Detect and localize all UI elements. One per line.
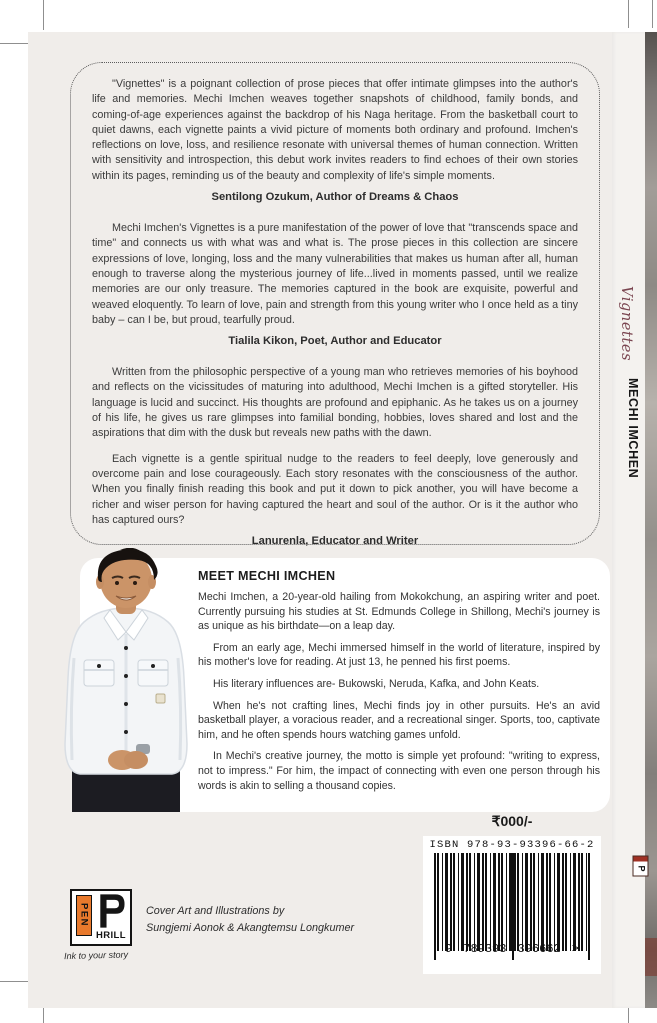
barcode-digit-group: 789393 (463, 942, 507, 956)
cover-art-credits (146, 903, 354, 937)
review-3 (92, 365, 578, 547)
bio-paragraph: In Mechi's creative journey, the motto is simple yet profound: "writing to express, not to impress." For him, the impact of connecting with even one person through his words is akin to selling a thousand copies. (198, 750, 600, 792)
crop-mark (628, 0, 629, 28)
credits-line2: Sungjemi Aonok & Akangtemsu Longkumer (146, 922, 355, 934)
crop-mark (0, 981, 28, 982)
background-texture-patch (645, 938, 657, 976)
publisher-p-icon (93, 893, 127, 929)
price-label: ₹000/- (491, 813, 533, 829)
about-heading: MEET MECHI IMCHEN (198, 569, 336, 583)
reviews-box (70, 62, 600, 548)
review-attribution: Tialila Kikon, Poet, Author and Educator (228, 335, 442, 348)
bio-paragraph: From an early age, Mechi immersed himself in the world of literature, inspired by his mother's love for reading. At just 13, he penned his first poems. (198, 641, 600, 669)
pen-label (76, 895, 92, 936)
publisher-tagline: Ink to your story (63, 949, 129, 962)
isbn-label: ISBN 978-93-93396-66-2 (429, 839, 595, 851)
penthrill-logo (70, 889, 132, 946)
review-1 (92, 77, 578, 203)
review-text: Written from the philosophic perspective of a young man who retrieves memories of his boyhood and reflects on the vicissitudes of maturing into adulthood, Mechi Imchen is a gifted storyteller. His language is lucid and succinct. His thoughts are profound and epiphanic. As he takes us on a journey of his life, he gives us rare glimpses into familial bonding, hobbies, loves shared and lost and the aspirations that dim with the dusk but reveals new paths with the dawn. (92, 366, 578, 440)
crop-mark (652, 0, 653, 28)
barcode-digit-group: 396662 (517, 942, 561, 956)
author-photo (60, 548, 192, 812)
bio-paragraph: When he's not crafting lines, Mechi finds joy in other pursuits. He's an avid basketball player, a voracious reader, and a recreational singer. Sports, too, captivate him, and he often spends hours watching games unfold. (198, 699, 600, 741)
review-text: "Vignettes" is a poignant collection of prose pieces that offer intimate glimpses into the author's life and memories. Mechi Imchen weaves together snapshots of childhood, family bonds, and coming-of-age experiences against the backdrop of his Naga heritage. From the basketball court to quiet dawns, each vignette paints a vivid picture of moments both ordinary and profound. Imchen's reflections on love, loss, and resilience resonate with universal themes of human connection. Written with sensitivity and introspection, this debut work invites readers to find echoes of their own stories within its pages, reminding us of the beauty and complexity of life's simple moments. (92, 78, 578, 182)
review-attribution: Lanurenla, Educator and Writer (251, 535, 419, 548)
review-text: Each vignette is a gentle spiritual nudge to the readers to feel deeply, love generously and overcome pain and lose courageously. Each story resonates with the consciousness of the author. When you finally finish reading this book and put it down to pick another, you will have become a richer and wiser person for having captured the heart and soul of the author. Or is it the author who has captured ours? (92, 452, 578, 526)
bio-paragraph: Mechi Imchen, a 20-year-old hailing from Mokokchung, an aspiring writer and poet. Currently pursuing his studies at St. Edmunds College in Shillong, Mechi's journey is as unique as his birthdate—on a leap day. (198, 591, 600, 633)
credits-line1: Cover Art and Illustrations by (146, 905, 285, 917)
author-photo-illustration (60, 548, 192, 812)
barcode-digit-group: > (571, 942, 579, 956)
penthrill-spine-logo (633, 856, 649, 877)
barcode-bars (434, 853, 590, 960)
about-author-text (198, 569, 600, 793)
pen-label-text: PEN (78, 903, 90, 928)
barcode-digits (445, 942, 579, 956)
review-text: Mechi Imchen's Vignettes is a pure manifestation of the power of love that "transcends space and time" and connects us with what was and what is. The prose pieces in this collection are sincere expressions of love, longing, loss and the many vulnerabilities that makes us human after all, human enough to traverse along the mysterious journey of life...lived in moments passed, until we realize memories are our only treasure. The memories captured in the book are exquisite, powerful and weaved eloquently. To learn of love, pain and strength from this young writer who I once held as a tiny baby – can I be, but proud, tearfully proud. (92, 222, 578, 326)
spine-author: MECHI IMCHEN (626, 378, 640, 479)
thrill-label: HRILL (96, 930, 126, 941)
barcode-digit-group: 9 (445, 942, 453, 956)
crop-mark (0, 43, 28, 44)
barcode (423, 836, 601, 974)
spine-title: Vignettes (618, 286, 634, 362)
review-2 (92, 221, 578, 347)
bio-paragraph: His literary influences are- Bukowski, Neruda, Kafka, and John Keats. (213, 677, 540, 690)
crop-mark (43, 0, 44, 30)
spine-logo-p: P (636, 865, 647, 872)
review-attribution: Sentilong Ozukum, Author of Dreams & Chaos (211, 191, 459, 204)
